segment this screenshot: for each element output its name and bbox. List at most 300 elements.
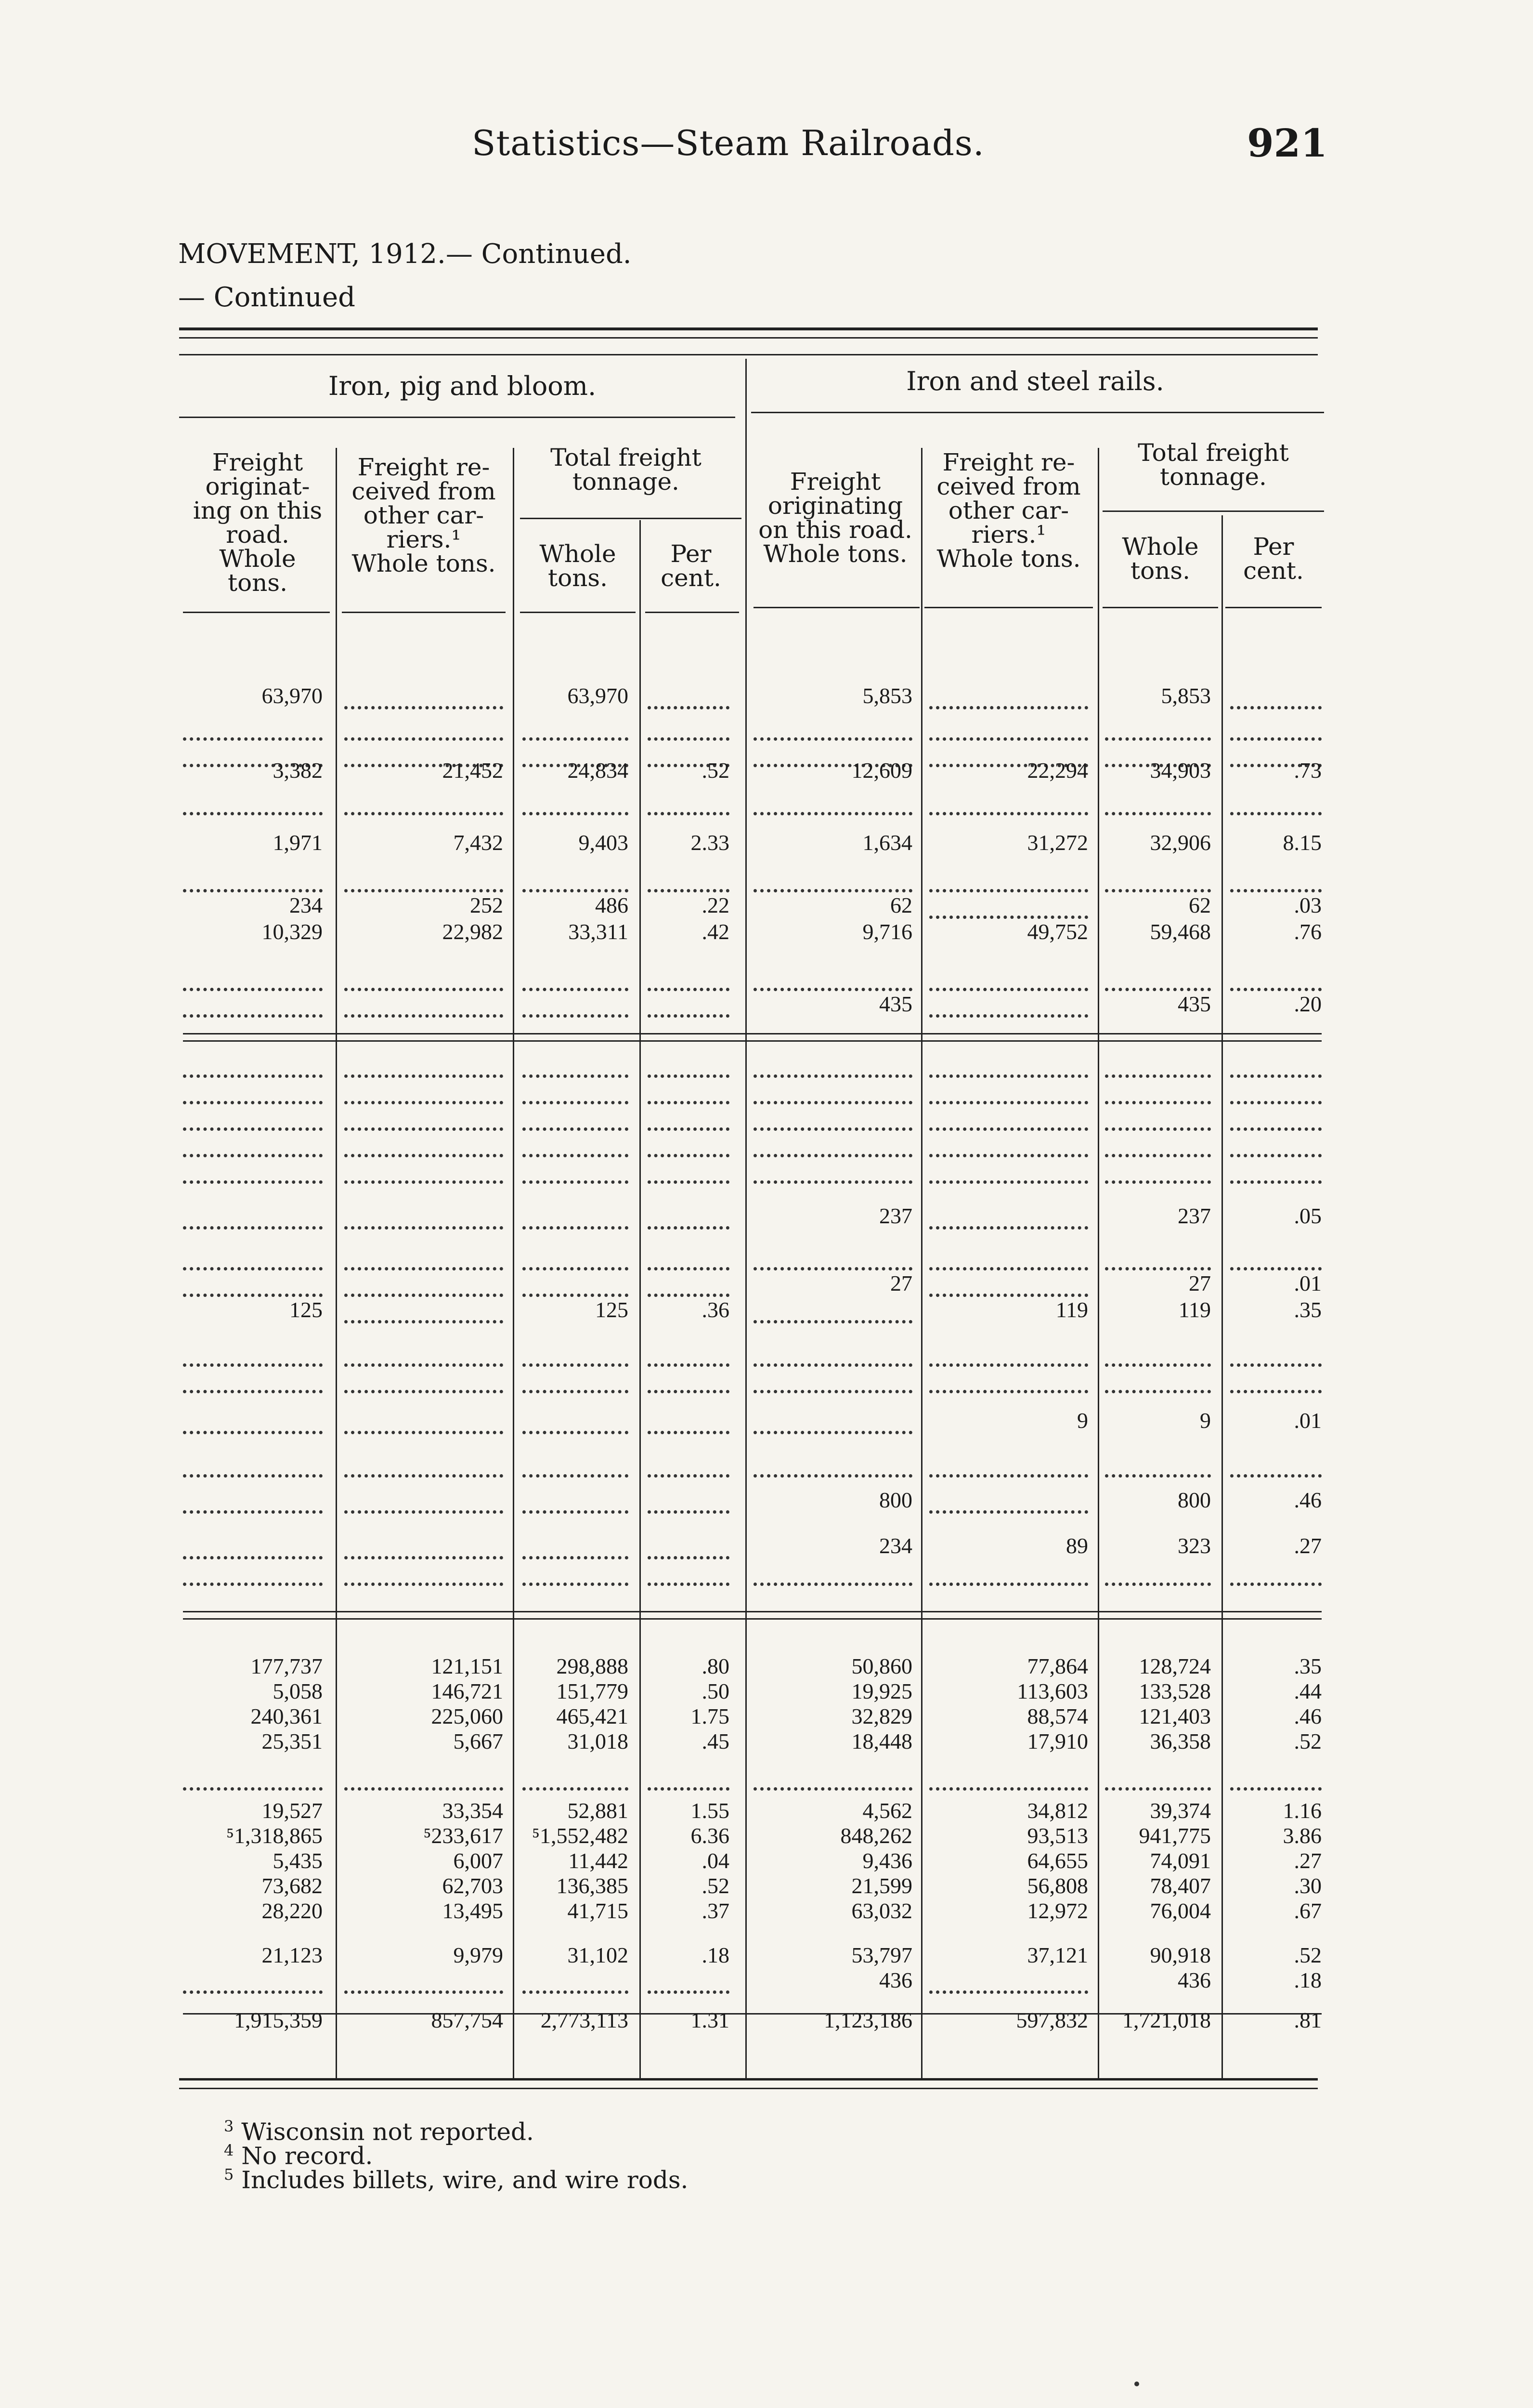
cell-rails-total: 133,528 <box>1139 1679 1211 1703</box>
cell-rails-total: 27 <box>1189 1271 1211 1296</box>
ink-speck <box>1134 2382 1139 2386</box>
dot-leader <box>522 964 628 991</box>
cell-rails-originating: 435 <box>879 992 912 1016</box>
cell-rails-originating: 234 <box>879 1533 912 1558</box>
cell-rails-total: 5,853 <box>1161 683 1211 708</box>
dot-leader <box>522 1203 628 1230</box>
dot-leader <box>648 1077 729 1104</box>
cell-rails-percent: .35 <box>1294 1297 1322 1322</box>
cell-rails-total: 128,724 <box>1139 1654 1211 1678</box>
dot-leader <box>648 1967 729 1994</box>
cell-rails-originating: 18,448 <box>851 1729 912 1754</box>
dot-leader <box>929 682 1088 709</box>
dot-leader <box>183 1130 323 1157</box>
dot-leader <box>522 1451 628 1478</box>
table-row <box>0 1487 1322 1514</box>
dot-leader <box>183 1559 323 1586</box>
col-iron-whole <box>520 542 636 590</box>
iron-total-subrule <box>520 518 741 519</box>
head-rule-7 <box>1103 607 1218 608</box>
dot-leader <box>344 1270 503 1297</box>
table-row <box>0 1157 1146 1184</box>
dot-leader <box>648 1130 729 1157</box>
cell-iron-originating: 1,915,359 <box>234 2008 323 2032</box>
cell-iron-originating: 25,351 <box>261 1729 323 1754</box>
bottom-rule-thin <box>179 2088 1318 2089</box>
cell-rails-percent: 8.15 <box>1283 830 1322 855</box>
cell-iron-received: 146,721 <box>431 1679 503 1703</box>
dot-leader <box>183 1340 323 1367</box>
dot-leader <box>1105 1451 1211 1478</box>
cell-iron-total: 125 <box>595 1297 628 1322</box>
table-row <box>0 1243 1146 1270</box>
table-row <box>0 991 1322 1018</box>
dot-leader <box>754 1130 912 1157</box>
dot-leader <box>929 1243 1088 1270</box>
cell-iron-received: 121,151 <box>431 1654 503 1678</box>
col-iron-whole-label: Whole tons. <box>539 540 616 592</box>
table-row <box>0 964 1146 991</box>
cell-iron-percent: .36 <box>702 1297 729 1322</box>
table-row <box>0 1797 1322 1824</box>
dot-leader <box>522 1340 628 1367</box>
cell-rails-percent: .03 <box>1294 893 1322 917</box>
dot-leader <box>522 1051 628 1078</box>
dot-leader <box>344 1243 503 1270</box>
cell-rails-received: 34,812 <box>1027 1798 1088 1823</box>
dot-leader <box>183 1243 323 1270</box>
col-rails-received-label: Freight re- ceived from other car- riers.¹ Whole tons. <box>936 448 1081 573</box>
cell-rails-percent: .73 <box>1294 758 1322 783</box>
cell-iron-total: 24,834 <box>567 758 628 783</box>
dot-leader <box>754 714 912 741</box>
table-row <box>0 1872 1322 1899</box>
dot-leader <box>929 1451 1088 1478</box>
footnote-4-text: No record. <box>241 2142 373 2170</box>
dot-leader <box>754 1366 912 1393</box>
dot-leader <box>1230 1157 1322 1184</box>
dot-leader <box>1105 964 1211 991</box>
dot-leader <box>522 1559 628 1586</box>
table-row <box>0 1728 1322 1755</box>
dot-leader <box>754 964 912 991</box>
cell-rails-originating: 50,860 <box>851 1654 912 1678</box>
cell-iron-total: 136,385 <box>556 1873 628 1898</box>
dot-leader <box>344 1487 503 1514</box>
table-row <box>0 1942 1322 1969</box>
dot-leader <box>344 1203 503 1230</box>
cell-rails-total: 76,004 <box>1150 1898 1211 1923</box>
cell-iron-received: 33,354 <box>442 1798 503 1823</box>
dot-leader <box>754 1559 912 1586</box>
cell-iron-total: 2,773,113 <box>540 2008 628 2032</box>
cell-rails-percent: .01 <box>1294 1271 1322 1296</box>
table-row <box>0 1130 1146 1157</box>
cell-rails-percent: .18 <box>1294 1968 1322 1992</box>
dot-leader <box>754 1077 912 1104</box>
dot-leader <box>183 788 323 815</box>
table-row <box>0 682 1211 709</box>
section-rule-a1 <box>183 1033 1322 1034</box>
dot-leader <box>344 1967 503 1994</box>
cell-iron-percent: .52 <box>702 1873 729 1898</box>
dot-leader <box>344 1051 503 1078</box>
cell-rails-received: 597,832 <box>1016 2008 1088 2032</box>
dot-leader <box>929 1366 1088 1393</box>
cell-iron-received: ⁵233,617 <box>423 1823 503 1848</box>
col-rails-total-freight <box>1103 441 1324 489</box>
dot-leader <box>1230 1243 1322 1270</box>
dot-leader <box>754 1407 912 1434</box>
col-rails-whole <box>1103 535 1218 583</box>
table-row <box>0 918 1322 945</box>
group-iron-steel-rails: Iron and steel rails. <box>906 366 1164 396</box>
table-row <box>0 1967 1322 1994</box>
dot-leader <box>754 788 912 815</box>
cell-iron-percent: .45 <box>702 1729 729 1754</box>
dot-leader <box>1230 1130 1322 1157</box>
cell-rails-originating: 21,599 <box>851 1873 912 1898</box>
dot-leader <box>929 1203 1088 1230</box>
table-row <box>0 1451 1146 1478</box>
cell-iron-received: 7,432 <box>453 830 503 855</box>
cell-rails-total: 435 <box>1178 992 1211 1016</box>
head-rule-8 <box>1225 607 1322 608</box>
cell-rails-received: 89 <box>1066 1533 1088 1558</box>
dot-leader <box>1105 1559 1211 1586</box>
dot-leader <box>648 1764 729 1791</box>
cell-rails-percent: .46 <box>1294 1704 1322 1728</box>
dot-leader <box>648 1243 729 1270</box>
table-row <box>0 1559 1146 1586</box>
cell-iron-originating: 125 <box>289 1297 323 1322</box>
dot-leader <box>648 1487 729 1514</box>
cell-iron-received: 22,982 <box>442 919 503 944</box>
dot-leader <box>344 1764 503 1791</box>
cell-iron-originating: 234 <box>289 893 323 917</box>
dot-leader <box>344 1157 503 1184</box>
table-row <box>0 1203 1322 1230</box>
cell-iron-originating: ⁵1,318,865 <box>226 1823 323 1848</box>
cell-iron-received: 225,060 <box>431 1704 503 1728</box>
dot-leader <box>1105 1104 1211 1131</box>
dot-leader <box>344 991 503 1018</box>
cell-iron-percent: .22 <box>702 893 729 917</box>
cell-iron-total: 63,970 <box>567 683 628 708</box>
dot-leader <box>1105 788 1211 815</box>
dot-leader <box>1105 1340 1211 1367</box>
dot-leader <box>648 1451 729 1478</box>
dot-leader <box>754 1296 912 1323</box>
dot-leader <box>929 1270 1088 1297</box>
table-row <box>0 892 1322 919</box>
cell-rails-total: 32,906 <box>1150 830 1211 855</box>
footnote-3-text: Wisconsin not reported. <box>241 2118 534 2146</box>
cell-iron-total: 151,779 <box>556 1679 628 1703</box>
cell-rails-originating: 800 <box>879 1488 912 1512</box>
cell-iron-percent: 1.75 <box>690 1704 729 1728</box>
cell-rails-received: 17,910 <box>1027 1729 1088 1754</box>
cell-rails-received: 9 <box>1077 1408 1088 1433</box>
cell-iron-total: 9,403 <box>578 830 628 855</box>
dot-leader <box>183 1203 323 1230</box>
cell-iron-originating: 5,058 <box>273 1679 323 1703</box>
cell-iron-originating: 63,970 <box>261 683 323 708</box>
cell-rails-percent: .46 <box>1294 1488 1322 1512</box>
table-row <box>0 1764 1146 1791</box>
dot-leader <box>1105 865 1211 892</box>
cell-rails-received: 64,655 <box>1027 1848 1088 1873</box>
dot-leader <box>344 1130 503 1157</box>
cell-rails-total: 9 <box>1200 1408 1211 1433</box>
dot-leader <box>754 1340 912 1367</box>
dot-leader <box>183 1051 323 1078</box>
dot-leader <box>929 1157 1088 1184</box>
table-row <box>0 1051 1146 1078</box>
cell-rails-originating: 9,436 <box>862 1848 912 1873</box>
dot-leader <box>648 1104 729 1131</box>
table-row <box>0 1296 1322 1323</box>
table-row <box>0 1104 1146 1131</box>
cell-iron-originating: 3,382 <box>273 758 323 783</box>
dot-leader <box>183 865 323 892</box>
dot-leader <box>522 1532 628 1559</box>
dot-leader <box>929 964 1088 991</box>
col-rails-originating-label: Freight originating on this road. Whole tons. <box>758 468 912 568</box>
table-row <box>0 1407 1322 1434</box>
table-row <box>0 1340 1146 1367</box>
cell-iron-originating: 10,329 <box>261 919 323 944</box>
dot-leader <box>344 1366 503 1393</box>
cell-rails-percent: 1.16 <box>1283 1798 1322 1823</box>
table-row <box>0 1703 1322 1730</box>
dot-leader <box>522 1243 628 1270</box>
cell-iron-total: 11,442 <box>568 1848 628 1873</box>
cell-rails-originating: 63,032 <box>851 1898 912 1923</box>
head-rule-4 <box>645 612 739 613</box>
dot-leader <box>929 1967 1088 1994</box>
dot-leader <box>648 1157 729 1184</box>
cell-iron-percent: 1.31 <box>690 2008 729 2032</box>
dot-leader <box>648 1270 729 1297</box>
cell-iron-originating: 177,737 <box>250 1654 323 1678</box>
table-row <box>0 865 1146 892</box>
dot-leader <box>183 1270 323 1297</box>
cell-iron-originating: 240,361 <box>250 1704 323 1728</box>
cell-rails-received: 22,294 <box>1027 758 1088 783</box>
cell-iron-percent: .80 <box>702 1654 729 1678</box>
cell-rails-total: 941,775 <box>1139 1823 1211 1848</box>
dot-leader <box>1105 1366 1211 1393</box>
cell-rails-percent: .67 <box>1294 1898 1322 1923</box>
cell-iron-received: 252 <box>470 893 503 917</box>
continued-subcaption: — Continued <box>178 282 355 313</box>
cell-rails-received: 113,603 <box>1017 1679 1088 1703</box>
dot-leader <box>648 1366 729 1393</box>
running-head-title: Statistics—Steam Railroads. <box>472 123 985 163</box>
col-rails-whole-label: Whole tons. <box>1122 533 1199 585</box>
cell-rails-received: 77,864 <box>1027 1654 1088 1678</box>
dot-leader <box>929 788 1088 815</box>
dot-leader <box>344 1532 503 1559</box>
dot-leader <box>929 1487 1088 1514</box>
dot-leader <box>648 1532 729 1559</box>
dot-leader <box>344 964 503 991</box>
cell-iron-received: 13,495 <box>442 1898 503 1923</box>
table-row <box>0 1678 1322 1705</box>
dot-leader <box>1230 682 1322 709</box>
cell-rails-total: 121,403 <box>1139 1704 1211 1728</box>
dot-leader <box>929 1559 1088 1586</box>
dot-leader <box>929 1104 1088 1131</box>
col-iron-percent <box>643 542 739 590</box>
cell-rails-total: 436 <box>1178 1968 1211 1992</box>
dot-leader <box>1230 964 1322 991</box>
cell-rails-total: 800 <box>1178 1488 1211 1512</box>
cell-rails-total: 119 <box>1178 1297 1211 1322</box>
dot-leader <box>183 1487 323 1514</box>
dot-leader <box>344 865 503 892</box>
dot-leader <box>1105 1130 1211 1157</box>
cell-rails-total: 62 <box>1189 893 1211 917</box>
dot-leader <box>929 714 1088 741</box>
cell-rails-total: 323 <box>1178 1533 1211 1558</box>
dot-leader <box>1105 1243 1211 1270</box>
dot-leader <box>183 1451 323 1478</box>
col-iron-originating-label: Freight originat- ing on this road. Whole tons. <box>193 448 323 597</box>
cell-iron-percent: .04 <box>702 1848 729 1873</box>
dot-leader <box>648 964 729 991</box>
cell-rails-received: 31,272 <box>1027 830 1088 855</box>
cell-rails-percent: .76 <box>1294 919 1322 944</box>
cell-rails-percent: .20 <box>1294 992 1322 1016</box>
dot-leader <box>522 1130 628 1157</box>
dot-leader <box>1230 1559 1322 1586</box>
dot-leader <box>754 1451 912 1478</box>
table-row <box>0 1270 1322 1297</box>
cell-iron-percent: .42 <box>702 919 729 944</box>
cell-iron-received: 6,007 <box>453 1848 503 1873</box>
dot-leader <box>754 1157 912 1184</box>
cell-rails-originating: 27 <box>890 1271 912 1296</box>
dot-leader <box>183 1532 323 1559</box>
cell-rails-total: 36,358 <box>1150 1729 1211 1754</box>
footnote-4-marker: 4 <box>224 2141 234 2159</box>
cell-iron-total: 41,715 <box>567 1898 628 1923</box>
dot-leader <box>648 1340 729 1367</box>
cell-rails-total: 90,918 <box>1150 1943 1211 1967</box>
table-row <box>0 757 1322 784</box>
dot-leader <box>183 714 323 741</box>
head-rule-6 <box>924 607 1093 608</box>
dot-leader <box>648 788 729 815</box>
dot-leader <box>648 1559 729 1586</box>
cell-iron-originating: 1,971 <box>273 830 323 855</box>
table-row <box>0 1653 1322 1680</box>
col-rails-percent-label: Per cent. <box>1243 533 1304 585</box>
col-rails-total-freight-label: Total freight tonnage. <box>1138 439 1289 491</box>
cell-iron-received: 21,452 <box>442 758 503 783</box>
cell-iron-received: 9,979 <box>453 1943 503 1967</box>
cell-rails-originating: 62 <box>890 893 912 917</box>
dot-leader <box>929 991 1088 1018</box>
dot-leader <box>183 1764 323 1791</box>
cell-rails-percent: .44 <box>1294 1679 1322 1703</box>
cell-iron-percent: .37 <box>702 1898 729 1923</box>
dot-leader <box>522 1077 628 1104</box>
col-iron-total-freight-label: Total freight tonnage. <box>550 444 702 496</box>
cell-rails-received: 12,972 <box>1027 1898 1088 1923</box>
dot-leader <box>344 1104 503 1131</box>
table-row <box>0 714 1146 741</box>
table-row <box>0 1077 1146 1104</box>
dot-leader <box>1230 1366 1322 1393</box>
col-iron-percent-label: Per cent. <box>661 540 721 592</box>
dot-leader <box>1230 865 1322 892</box>
cell-rails-percent: .05 <box>1294 1204 1322 1228</box>
cell-rails-percent: .01 <box>1294 1408 1322 1433</box>
dot-leader <box>754 1243 912 1270</box>
cell-rails-percent: .52 <box>1294 1943 1322 1967</box>
dot-leader <box>648 1203 729 1230</box>
cell-rails-percent: .35 <box>1294 1654 1322 1678</box>
dot-leader <box>344 788 503 815</box>
dot-leader <box>1230 1764 1322 1791</box>
dot-leader <box>522 1157 628 1184</box>
dot-leader <box>344 1407 503 1434</box>
dot-leader <box>522 1764 628 1791</box>
cell-iron-received: 857,754 <box>431 2008 503 2032</box>
dot-leader <box>344 1451 503 1478</box>
dot-leader <box>1230 1340 1322 1367</box>
section-rule-b2 <box>183 1618 1322 1620</box>
cell-iron-percent: .18 <box>702 1943 729 1967</box>
cell-rails-originating: 4,562 <box>862 1798 912 1823</box>
dot-leader <box>1230 714 1322 741</box>
dot-leader <box>1105 1077 1211 1104</box>
rails-total-subrule <box>1103 510 1324 512</box>
col-iron-received <box>337 455 510 576</box>
dot-leader <box>929 1340 1088 1367</box>
dot-leader <box>1230 1051 1322 1078</box>
dot-leader <box>1105 1051 1211 1078</box>
dot-leader <box>929 1130 1088 1157</box>
dot-leader <box>344 682 503 709</box>
cell-rails-percent: .52 <box>1294 1729 1322 1754</box>
dot-leader <box>344 1559 503 1586</box>
dot-leader <box>929 1051 1088 1078</box>
cell-rails-originating: 436 <box>879 1968 912 1992</box>
dot-leader <box>1230 1104 1322 1131</box>
dot-leader <box>183 1077 323 1104</box>
dot-leader <box>522 1487 628 1514</box>
cell-rails-total: 78,407 <box>1150 1873 1211 1898</box>
dot-leader <box>1230 1077 1322 1104</box>
dot-leader <box>929 892 1088 919</box>
head-rule-3 <box>520 612 636 613</box>
dot-leader <box>522 788 628 815</box>
head-rule-2 <box>342 612 506 613</box>
dot-leader <box>344 1340 503 1367</box>
cell-rails-received: 37,121 <box>1027 1943 1088 1967</box>
dot-leader <box>183 1104 323 1131</box>
cell-rails-originating: 848,262 <box>840 1823 912 1848</box>
footnote-5-text: Includes billets, wire, and wire rods. <box>241 2166 689 2194</box>
dot-leader <box>522 1366 628 1393</box>
dot-leader <box>344 1077 503 1104</box>
dot-leader <box>754 865 912 892</box>
dot-leader <box>183 1967 323 1994</box>
